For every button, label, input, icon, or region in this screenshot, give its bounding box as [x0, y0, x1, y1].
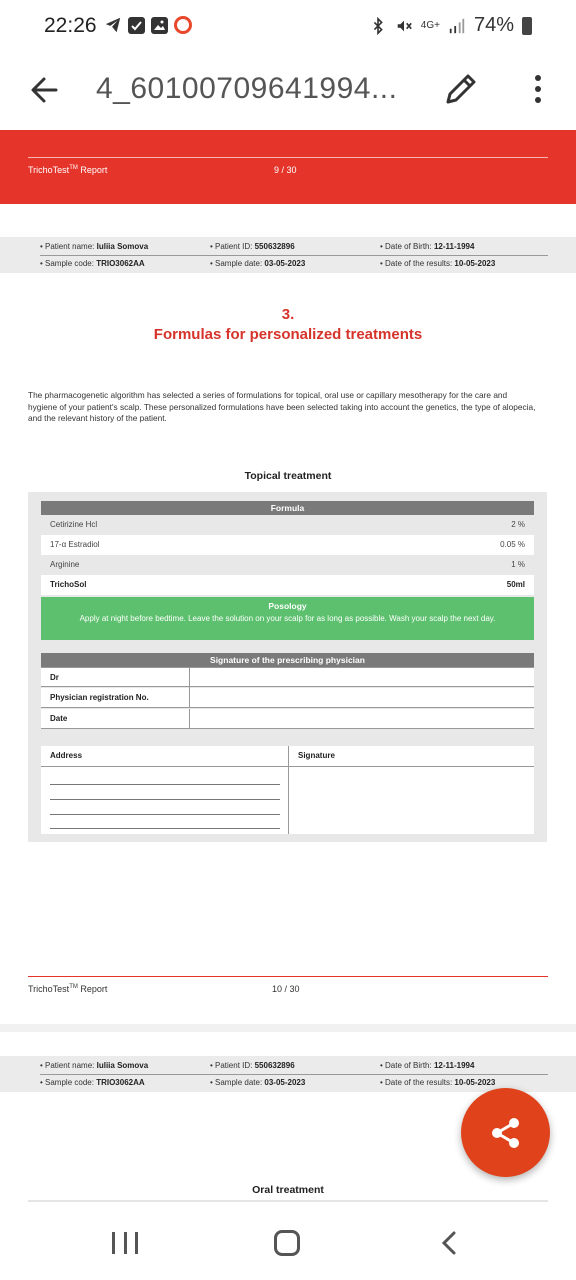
posology-box — [41, 597, 534, 640]
pencil-icon — [440, 68, 482, 110]
notification-icons — [104, 16, 192, 34]
patient-id: 550632896 — [254, 242, 295, 251]
sample-date: 03-05-2023 — [264, 259, 306, 268]
more-vertical-icon-dot — [535, 75, 541, 81]
patient-info-row: • Patient name: Iuliia Somova • Patient ID: 550632896 • Date of Birth: 12-11-1994 — [40, 1058, 548, 1075]
signature-label: Signature — [298, 751, 335, 760]
share-icon — [489, 1116, 523, 1150]
navigation-bar — [0, 1202, 576, 1280]
app-bar — [0, 54, 576, 130]
status-bar — [0, 0, 576, 54]
formula-row: TrichoSol 50ml — [41, 575, 534, 595]
topical-treatment-panel — [28, 492, 547, 842]
address-line — [50, 814, 280, 815]
patient-info — [0, 1056, 576, 1092]
document-title: 4_60100709641994... — [96, 72, 398, 105]
checkbox-icon — [128, 17, 145, 34]
report-brand: TrichoTest™ Report — [28, 165, 108, 175]
signature-row: Dr — [41, 667, 534, 687]
back-button[interactable] — [26, 70, 66, 110]
home-icon[interactable] — [274, 1230, 300, 1256]
patient-name: Iuliia Somova — [96, 242, 149, 251]
arrow-left-icon — [26, 70, 66, 110]
footer-rule — [28, 976, 548, 977]
share-button[interactable] — [461, 1088, 550, 1177]
more-options-button[interactable] — [524, 68, 552, 110]
formula-header: Formula — [41, 501, 534, 515]
network-type: 4G+ — [420, 19, 440, 31]
posology-text: Apply at night before bedtime. Leave the solution on your scalp for as long as possible. Wash your scalp the next day. — [79, 614, 496, 623]
sample-code: TRIO3062AA — [96, 259, 145, 268]
recents-icon[interactable] — [112, 1232, 138, 1254]
patient-info-row: • Sample code: TRIO3062AA • Sample date: 03-05-2023 • Date of the results: 10-05-2023 — [40, 1078, 496, 1087]
address-signature-box — [41, 746, 534, 834]
signature-row: Physician registration No. — [41, 688, 534, 708]
address-line — [50, 828, 280, 829]
telegram-icon — [104, 16, 122, 34]
oral-treatment-title: Oral treatment — [252, 1184, 324, 1196]
more-vertical-icon-dot — [535, 97, 541, 103]
address-line — [50, 799, 280, 800]
formula-row: 17-α Estradiol 0.05 % — [41, 535, 534, 555]
signature-header: Signature of the prescribing physician — [41, 653, 534, 667]
edit-button[interactable] — [440, 68, 482, 110]
posology-title: Posology — [268, 601, 307, 611]
header-rule — [28, 157, 548, 158]
patient-info-row: • Sample code: TRIO3062AA • Sample date: 03-05-2023 • Date of the results: 10-05-2023 — [40, 259, 496, 268]
report-brand: TrichoTest™ Report — [28, 984, 108, 994]
formula-row: Arginine 1 % — [50, 560, 525, 569]
page-number: 9 / 30 — [274, 165, 297, 175]
image-icon — [151, 17, 168, 34]
back-icon[interactable] — [438, 1230, 460, 1256]
results-date: 10-05-2023 — [454, 259, 496, 268]
patient-info — [0, 237, 576, 273]
status-time: 22:26 — [44, 14, 97, 37]
system-icons — [369, 14, 532, 37]
battery-icon — [522, 17, 532, 35]
section-title: Formulas for personalized treatments — [153, 326, 423, 343]
ring-icon — [174, 16, 192, 34]
section-number: 3. — [281, 306, 295, 323]
address-label: Address — [50, 751, 83, 760]
battery-percent: 74% — [473, 14, 514, 36]
page-number: 10 / 30 — [272, 984, 300, 994]
section-intro: The pharmacogenetic algorithm has selected a series of formulations for topical, oral use or capillary mesotherapy for the care and hygiene of your patient's scalp. These personalized formulations have been selected taking into account the genetics, the type of alopecia, and the relevant history of the patient. — [28, 390, 536, 423]
signal-icon — [448, 17, 466, 35]
formula-row: Cetirizine Hcl 2 % — [50, 520, 525, 529]
more-vertical-icon-dot — [535, 86, 541, 92]
patient-info-row: • Patient name: Iuliia Somova • Patient ID: 550632896 • Date of Birth: 12-11-1994 — [40, 239, 548, 256]
signature-row: Date — [41, 709, 534, 729]
bluetooth-icon — [369, 17, 387, 35]
patient-dob: 12-11-1994 — [433, 242, 475, 251]
address-line — [50, 784, 280, 785]
mute-icon — [395, 17, 413, 35]
report-header — [0, 130, 576, 204]
document-viewport[interactable] — [0, 130, 576, 1202]
topical-treatment-title: Topical treatment — [244, 470, 332, 482]
report-page — [0, 204, 576, 1024]
